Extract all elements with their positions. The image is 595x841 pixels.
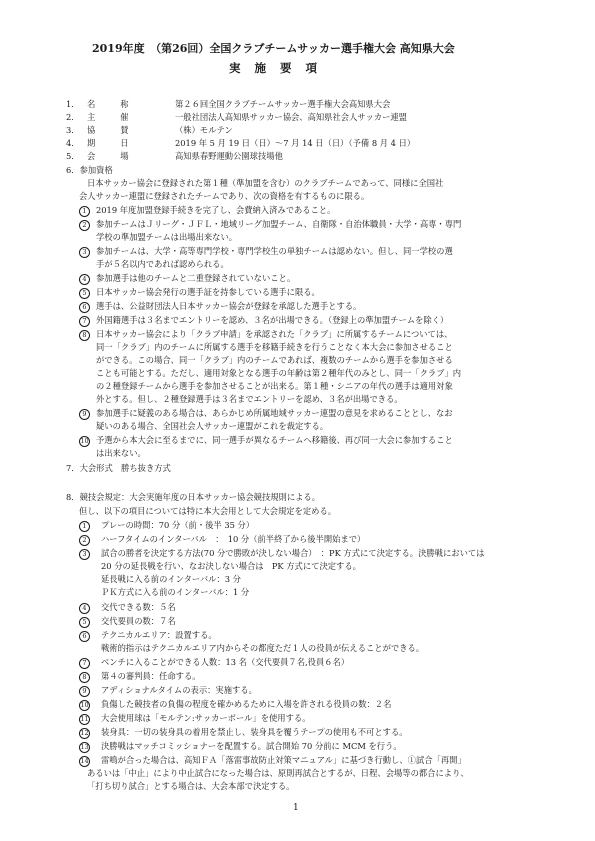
paragraph-line: 2019 年度加盟登録手続きを完了し、会費納入済みであること。 [96,205,336,215]
paragraph-line: 20 分の延長戦を行い、なお決しない場合は PK 方式にて決定する。 [101,561,361,571]
item-marker: 9 [79,409,90,420]
item-value: （株）モルテン [175,125,233,135]
item-number: 2． [66,112,80,122]
paragraph-line: 外とする。但し、２種登録選手は３名までエントリーを認め、３名が出場できる。 [96,394,403,404]
item-marker: 11 [80,715,89,723]
item-label: 名 称 [87,99,129,109]
paragraph-line: 但し、以下の項目については特に本大会用として大会規定を定める。 [79,506,337,516]
document-title: 2019年度 （第26回）全国クラブチームサッカー選手権大会 高知県大会 [92,42,455,55]
paragraph-line: 試合の勝者を決定する方法(70 分で勝敗が決しない場合） ：PK 方式にて決定する。決勝戦においては [101,548,485,558]
item-marker: 14 [80,757,89,765]
item-marker: 10 [80,701,89,709]
paragraph-line: テクニカルエリア：設置する。 [101,630,217,640]
paragraph-line: 参加選手に疑義のある場合は、あらかじめ所属地域サッカー連盟の意見を求めることとし、なお [96,408,453,418]
item-marker: 7 [79,316,90,327]
item-number: 4． [66,138,80,148]
item-marker: 6 [79,631,90,642]
item-marker: 3 [79,247,90,258]
item-number: 3． [66,125,80,135]
list-item-6 [79,630,90,642]
section-heading: 6．参加資格 [66,165,113,175]
list-item-7 [79,657,90,669]
paragraph-line: 学校の準加盟チームは出場出来ない。 [96,232,238,242]
list-item-6 [79,301,90,313]
paragraph-line: 参加チームはＪリーグ・ＪＦＬ・地域リーグ加盟チーム、自衛隊・自治体職員・大学・高専・専門 [96,219,462,229]
list-item-9 [79,685,90,697]
list-item-14 [79,755,90,767]
item-number: 5． [66,151,80,161]
paragraph-line: 交代要員の数：７名 [101,616,176,626]
list-item-8 [79,329,90,341]
paragraph-line: 予選から本大会に至るまでに、同一選手が異なるチームへ移籍後、再び同一大会に参加すること [96,435,453,445]
list-item-10 [79,435,90,447]
paragraph-line: 参加チームは、大学・高等専門学校・専門学校生の単独チームは認めない。但し、同一学校の選 [96,246,453,256]
list-item-2 [79,534,90,546]
item-marker: 2 [79,220,90,231]
item-marker: 8 [79,330,90,341]
item-value: 一般社団法人高知県サッカー協会、高知県社会人サッカー連盟 [175,112,407,122]
item-marker: 3 [79,549,90,560]
list-item-11 [79,713,90,725]
paragraph-line: ハーフタイムのインターバル ： 10 分（前半終了から後半開始まで） [101,534,366,544]
item-marker: 7 [79,658,90,669]
paragraph-line: 日本サッカー協会に登録された第１種（準加盟を含む）のクラブチームであって、同様に全国社 [87,178,444,188]
item-label: 主 催 [87,112,129,122]
list-item-2 [79,219,90,231]
paragraph-line: は出来ない。 [96,448,146,458]
paragraph-line: 大会使用球は「モルテン:サッカーボール」を使用する。 [101,713,311,723]
paragraph-line: 手が５名以内であれば認められる。 [96,259,229,269]
list-item-3 [79,548,90,560]
paragraph-line: ことも可能とする。ただし、適用対象となる選手の年齢は第２種年代のみとし、同一「クラブ」内 [96,368,462,378]
list-item-1 [79,520,90,532]
paragraph-line: 参加選手は他のチームと二重登録されていないこと。 [96,273,296,283]
paragraph-line: ができる。この場合、同一「クラブ」内のチームであれば、複数のチームから選手を参加させる [96,355,453,365]
list-item-12 [79,727,90,739]
list-item-4 [79,273,90,285]
list-item-10 [79,699,90,711]
list-item-8 [79,671,90,683]
paragraph-line: 同一「クラブ」内のチームに所属する選手を移籍手続きを行うことなく本大会に参加させること [96,342,453,352]
paragraph-line: 負傷した競技者の負傷の程度を確かめるために入場を許される役員の数：２名 [101,699,392,709]
page-number: 1 [293,803,299,813]
paragraph-line: 交代できる数：５名 [101,602,176,612]
list-item-4 [79,602,90,614]
list-item-13 [79,741,90,753]
list-item-7 [79,315,90,327]
item-number: 1． [66,99,80,109]
item-marker: 13 [80,743,89,751]
paragraph-line: 日本サッカー協会発行の選手証を持参している選手に限る。 [96,287,320,297]
item-value: 2019 年 5 月 19 日（日）～7 月 14 日（日）（予備 8 月 4 日） [175,138,416,148]
item-label: 期 日 [87,138,129,148]
item-value: 第２６回全国クラブチームサッカー選手権大会高知県大会 [175,99,391,109]
item-marker: 4 [79,603,90,614]
item-marker: 8 [79,672,90,683]
paragraph-line: あるいは「中止」により中止試合になった場合は、原則再試合とするが、日程、会場等の都合により、 [87,768,469,778]
section-heading: 8．競技会規定：大会実施年度の日本サッカー協会競技規則による。 [66,492,321,502]
paragraph-line: 決勝戦はマッチコミッショナーを配置する。試合開始 70 分前に MCM を行う。 [101,741,402,751]
item-label: 協 賛 [87,125,129,135]
paragraph-line: 外国籍選手は３名までエントリーを認め、３名が出場できる。（登録上の準加盟チームを除く） [96,315,449,325]
paragraph-line: 「打ち切り試合」とする場合は、大会本部で決定する。 [87,781,295,791]
paragraph-line: ベンチに入ることができる人数：13 名（交代要員７名,役員６名） [101,657,350,667]
paragraph-line: アディショナルタイムの表示：実施する。 [101,685,257,695]
paragraph-line: 戦術的指示はテクニカルエリア内からその都度ただ１人の役員が伝えることができる。 [101,643,425,653]
paragraph-line: 延長戦に入る前のインターバル：3 分 [101,574,241,584]
paragraph-line: 会人サッカー連盟に登録されたチームであり、次の資格を有するものに限る。 [79,191,370,201]
item-marker: 12 [80,729,89,737]
paragraph-line: の２種登録チームから選手を参加させることが出来る。第１種・シニアの年代の選手は適用対象 [96,381,453,391]
item-marker: 5 [79,617,90,628]
item-marker: 6 [79,302,90,313]
item-marker: 9 [79,686,90,697]
list-item-3 [79,246,90,258]
section-format-heading: 7．大会形式 勝ち抜き方式 [66,463,171,473]
paragraph-line: ＰＫ方式に入る前のインターバル：1 分 [101,587,250,597]
item-label: 会 場 [87,151,129,161]
item-marker: 4 [79,274,90,285]
paragraph-line: 日本サッカー協会により「クラブ申請」を承認された「クラブ」に所属するチームについては、 [96,329,453,339]
paragraph-line: 雷鳴が合った場合は、高知ＦＡ「落雷事故防止対策マニュアル」に基づき行動し、①試合「再開」 [101,755,466,765]
item-marker: 5 [79,288,90,299]
paragraph-line: 疑いのある場合、全国社会人サッカー連盟がこれを裁定する。 [96,421,329,431]
paragraph-line: プレーの時間：70 分（前・後半 35 分） [101,520,255,530]
list-item-5 [79,616,90,628]
list-item-5 [79,287,90,299]
document-subtitle: 実施要項 [229,61,331,75]
paragraph-line: 第４の審判員：任命する。 [101,671,201,681]
paragraph-line: 装身具：一切の装身具の着用を禁止し、装身具を覆うテープの使用も不可とする。 [101,727,408,737]
item-marker: 1 [79,521,90,532]
item-marker: 10 [80,437,89,445]
list-item-9 [79,408,90,420]
item-marker: 2 [79,535,90,546]
item-marker: 1 [79,206,90,217]
paragraph-line: 選手は、公益財団法人日本サッカー協会が登録を承認した選手とする。 [96,301,362,311]
item-value: 高知県春野運動公園球技場他 [175,151,283,161]
list-item-1 [79,205,90,217]
